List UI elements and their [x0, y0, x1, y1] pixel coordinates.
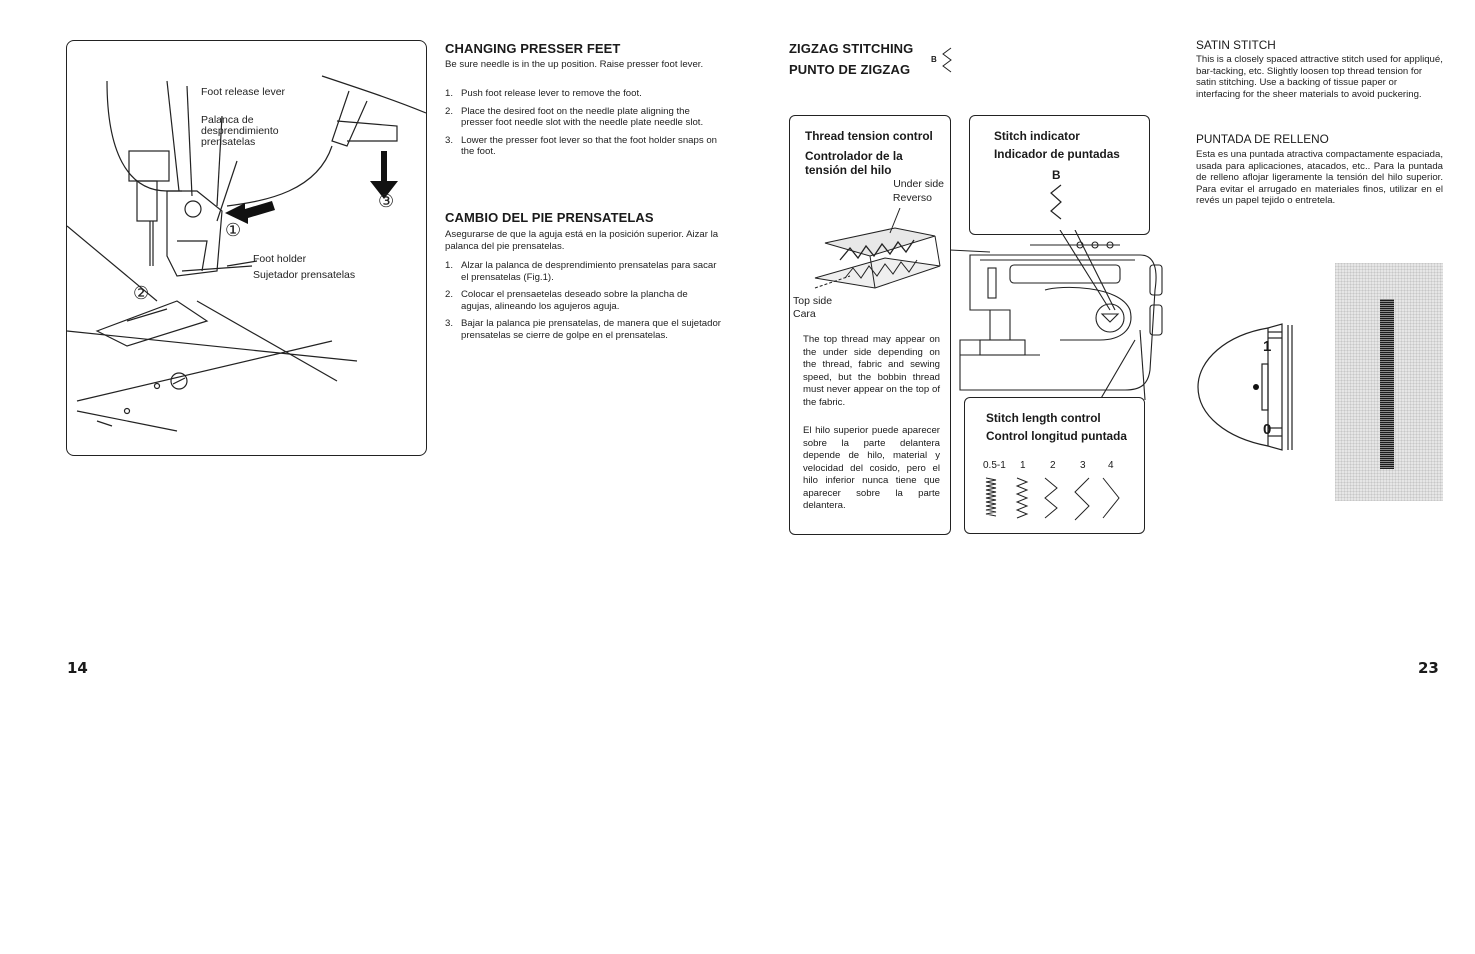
page-number-right: 23: [1418, 659, 1439, 677]
foot-holder-label: Foot holder: [253, 253, 307, 265]
zigzag-title-en: ZIGZAG STITCHING: [789, 41, 914, 56]
length-value: 3: [1080, 460, 1086, 471]
satin-stitch-title: SATIN STITCH: [1196, 38, 1276, 52]
cambio-pie-title: CAMBIO DEL PIE PRENSATELAS: [445, 210, 654, 225]
puntada-relleno-text: Esta es una puntada atractiva compactamente espaciada, usada para aplicaciones, atacados, etc.. Para la puntada de relleno aflojar ligeramente la tensión del hilo superior. Para evitar el arrugado en materiales finos, utilizar en el revés un papel tejido o entretela.: [1196, 149, 1443, 206]
foot-holder-label-es: Sujetador prensatelas: [253, 269, 356, 281]
foot-release-lever-label: Foot release lever: [201, 86, 286, 98]
stitch-length-dial: [1196, 320, 1296, 455]
length-value: 4: [1108, 460, 1114, 471]
stitch-length-title-es: Control longitud puntada: [986, 429, 1127, 443]
under-side-label-es: Reverso: [892, 192, 932, 204]
step-1-marker: ①: [225, 220, 242, 240]
tension-text-es: El hilo superior puede aparecer sobre la parte delantera depende de hilo, material y velocidad del cosido, pero el hilo inferior nunca tiene que aparecer sobre la parte delantera.: [803, 425, 940, 511]
top-side-label-es: Cara: [793, 308, 816, 320]
stitch-indicator-title: Stitch indicator: [994, 129, 1080, 143]
stitch-indicator-title-es: Indicador de puntadas: [994, 147, 1120, 161]
stitch-indicator-letter: B: [1052, 168, 1061, 182]
stitch-length-title: Stitch length control: [986, 411, 1101, 425]
thread-tension-title-es: Controlador de la tensión del hilo: [805, 149, 903, 177]
foot-release-lever-label-es: Palanca de desprendimiento prensatelas: [201, 114, 279, 148]
under-side-label: Under side: [893, 178, 944, 190]
dial-top-number: 1: [1263, 338, 1272, 355]
sewing-machine-illustration: [950, 230, 1165, 400]
cambio-steps-list: [445, 260, 721, 347]
list-item: 1. Push foot release lever to remove the foot.: [445, 88, 642, 99]
top-side-label: Top side: [793, 295, 833, 307]
changing-intro: Be sure needle is in the up position. Raise presser foot lever.: [445, 59, 704, 70]
length-value: 2: [1050, 460, 1056, 471]
step-2-marker: ②: [133, 283, 150, 303]
zigzag-title-es: PUNTO DE ZIGZAG: [789, 62, 911, 77]
puntada-relleno-title: PUNTADA DE RELLENO: [1196, 132, 1329, 146]
presser-foot-illustration: [67, 41, 426, 455]
list-item: 2. Colocar el prensaetelas deseado sobre la plancha de agujas, alineando los agujeros aguja.: [445, 289, 688, 312]
list-item: 1. Alzar la palanca de desprendimiento prensatelas para sacar el prensatelas (Fig.1).: [445, 260, 717, 283]
satin-stitch-text: This is a closely spaced attractive stitch used for appliqué, bar-tacking, etc. Slightly loosen top thread tension for satin stitching. Use a backing of tissue paper or interfacing for the sheer materials to avoid puckering.: [1196, 54, 1443, 100]
list-item: 3. Bajar la palanca pie prensatelas, de manera que el sujetador prensatelas se cierre de golpe en el prensatelas.: [445, 318, 721, 341]
changing-steps-list: [445, 88, 721, 164]
fabric-stitch-illustration: [800, 208, 945, 303]
stitch-length-box: [964, 397, 1145, 534]
thread-tension-box: [789, 115, 951, 535]
cambio-intro: Asegurarse de que la aguja está en la posición superior. Aizar la palanca del pie prensatelas.: [445, 229, 719, 252]
changing-presser-feet-title: CHANGING PRESSER FEET: [445, 41, 621, 56]
tension-text-en: The top thread may appear on the under side depending on the thread, fabric and sewing speed, but the bobbin thread must never appear on the top of the fabric.: [803, 334, 940, 408]
stitch-letter-small: B: [931, 55, 937, 64]
satin-stitch-column: [1380, 299, 1394, 469]
zigzag-icon: [1048, 184, 1064, 220]
length-value: 1: [1020, 460, 1026, 471]
length-value: 0.5-1: [983, 460, 1006, 471]
list-item: 2. Place the desired foot on the needle plate aligning the presser foot needle slot with the needle plate needle slot.: [445, 105, 704, 128]
stitch-length-samples: [983, 476, 1143, 526]
thread-tension-title: Thread tension control: [805, 129, 933, 143]
stitch-indicator-box: [969, 115, 1150, 235]
step-3-marker: ③: [378, 191, 395, 211]
page-number-left: 14: [67, 659, 88, 677]
dial-bottom-number: 0: [1263, 421, 1272, 438]
presser-foot-figure: [66, 40, 427, 456]
list-item: 3. Lower the presser foot lever so that the foot holder snaps on the foot.: [445, 134, 717, 157]
satin-stitch-sample: [1335, 263, 1443, 501]
zigzag-icon: [940, 47, 954, 73]
